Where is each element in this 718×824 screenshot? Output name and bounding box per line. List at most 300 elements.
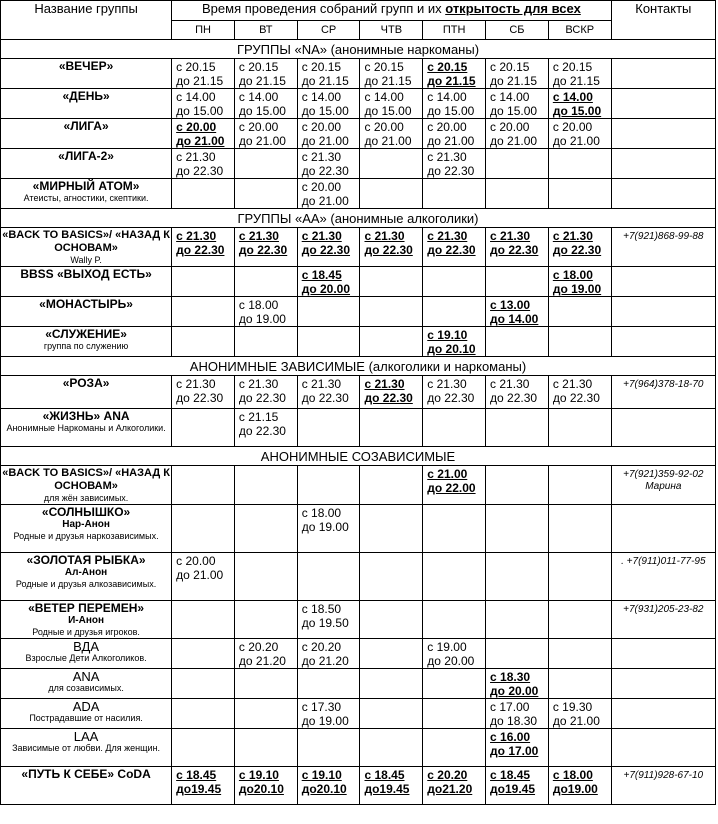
time-end: до21.20	[427, 782, 473, 796]
time-start: с 13.00	[490, 298, 531, 312]
time-end: до 19.00	[238, 312, 286, 326]
time-cell	[297, 149, 360, 179]
time-start: с 20.00	[176, 120, 217, 134]
time-cell	[548, 327, 611, 357]
time-cell	[423, 376, 486, 409]
contact-cell	[611, 179, 715, 209]
group-name: «ВЕЧЕР»	[58, 59, 114, 73]
time-cell	[234, 149, 297, 179]
time-end: до 19.00	[552, 282, 602, 296]
time-cell	[486, 466, 549, 505]
time-end: до 15.00	[176, 104, 224, 118]
time-cell	[234, 297, 297, 327]
time-start: с 21.30	[176, 229, 217, 243]
time-start: с 21.30	[427, 229, 468, 243]
time-start: с 19.10	[427, 328, 468, 342]
time-cell	[297, 409, 360, 447]
time-end: до20.10	[238, 782, 284, 796]
time-cell	[297, 767, 360, 805]
group-name: «BACK TO BASICS»/ «НАЗАД К ОСНОВАМ»	[2, 229, 170, 254]
time-end: до 19.50	[301, 616, 349, 630]
time-cell	[234, 59, 297, 89]
time-cell	[172, 376, 235, 409]
time-cell	[172, 767, 235, 805]
time-cell	[172, 59, 235, 89]
group-description: Родные и друзья игроков.	[32, 627, 140, 637]
time-cell	[423, 505, 486, 553]
time-cell	[360, 376, 423, 409]
time-cell	[360, 327, 423, 357]
contact-cell	[611, 466, 715, 505]
time-cell	[360, 179, 423, 209]
time-cell	[548, 601, 611, 639]
group-program: Ал-Анон	[64, 567, 108, 578]
group-name-cell	[1, 409, 172, 447]
group-name: «ДЕНЬ»	[62, 89, 110, 103]
time-end: до 20.00	[490, 684, 539, 698]
time-start: с 21.00	[427, 467, 468, 481]
time-start: с 18.45	[301, 268, 342, 282]
time-start: с 14.00	[552, 90, 593, 104]
time-cell	[423, 297, 486, 327]
time-end: до 21.00	[552, 134, 600, 148]
group-name-cell	[1, 553, 172, 601]
time-cell	[548, 59, 611, 89]
time-end: до 22.30	[238, 243, 288, 257]
time-cell	[297, 505, 360, 553]
time-cell	[360, 228, 423, 267]
time-start: с 21.30	[552, 377, 593, 391]
time-end: до 22.30	[238, 391, 286, 405]
time-start: с 21.30	[176, 377, 216, 391]
day-header: ВТ	[234, 21, 297, 40]
section-row	[1, 447, 716, 466]
time-cell	[548, 89, 611, 119]
time-start: с 21.30	[490, 377, 530, 391]
contact-cell	[611, 119, 715, 149]
time-cell	[297, 729, 360, 767]
time-end: до 21.00	[552, 714, 600, 728]
time-cell	[423, 767, 486, 805]
time-start: с 16.00	[490, 730, 531, 744]
time-cell	[423, 228, 486, 267]
time-cell	[486, 376, 549, 409]
time-end: до 22.30	[176, 164, 224, 178]
time-cell	[297, 601, 360, 639]
time-end: до 22.30	[490, 391, 538, 405]
time-cell	[172, 179, 235, 209]
time-end: до 20.00	[301, 282, 351, 296]
group-description: Пострадавшие от насилия.	[29, 713, 143, 723]
time-cell	[297, 699, 360, 729]
time-end: до 21.00	[301, 134, 349, 148]
time-start: с 18.00	[301, 506, 342, 520]
time-cell	[360, 601, 423, 639]
group-program: И-Анон	[68, 615, 105, 626]
time-end: до 21.15	[552, 74, 600, 88]
day-header: ЧТВ	[360, 21, 423, 40]
group-name: «ПУТЬ К СЕБЕ» CoDA	[21, 767, 151, 781]
contact-phone: +7(921)359-92-02 Марина	[623, 469, 704, 492]
time-cell	[172, 409, 235, 447]
time-end: до 17.00	[490, 744, 539, 758]
time-start: с 20.15	[238, 60, 279, 74]
time-cell	[423, 699, 486, 729]
time-cell	[234, 228, 297, 267]
day-header: ВСКР	[548, 21, 611, 40]
time-start: с 20.00	[301, 120, 342, 134]
time-end: до 20.10	[427, 342, 476, 356]
time-cell	[172, 601, 235, 639]
time-cell	[297, 119, 360, 149]
time-cell	[172, 297, 235, 327]
group-program: Нар-Анон	[62, 519, 110, 530]
time-cell	[297, 267, 360, 297]
time-end: до 21.20	[238, 654, 286, 668]
contact-cell	[611, 601, 715, 639]
time-end: до 22.30	[490, 243, 539, 257]
time-start: с 21.30	[490, 229, 531, 243]
time-cell	[172, 327, 235, 357]
time-start: с 14.00	[301, 90, 342, 104]
time-end: до 21.15	[364, 74, 412, 88]
contact-cell	[611, 376, 715, 409]
group-row	[1, 699, 716, 729]
time-cell	[297, 553, 360, 601]
time-end: до 15.00	[364, 104, 412, 118]
time-cell	[234, 729, 297, 767]
time-start: с 21.30	[301, 150, 342, 164]
time-end: до19.45	[364, 782, 410, 796]
time-cell	[486, 327, 549, 357]
group-name-cell	[1, 327, 172, 357]
group-name: «МОНАСТЫРЬ»	[39, 297, 133, 311]
time-start: с 18.45	[364, 768, 405, 782]
time-cell	[360, 639, 423, 669]
contact-cell	[611, 729, 715, 767]
group-name-cell	[1, 639, 172, 669]
contact-phone: +7(921)868-99-88	[623, 231, 704, 242]
time-cell	[548, 729, 611, 767]
time-cell	[423, 327, 486, 357]
time-cell	[172, 267, 235, 297]
time-start: с 20.15	[552, 60, 593, 74]
time-cell	[360, 767, 423, 805]
time-cell	[172, 505, 235, 553]
time-cell	[234, 267, 297, 297]
group-name-cell	[1, 59, 172, 89]
time-cell	[486, 639, 549, 669]
time-start: с 20.00	[490, 120, 530, 134]
time-cell	[548, 267, 611, 297]
group-name: «СОЛНЫШКО»	[41, 505, 131, 519]
time-cell	[423, 466, 486, 505]
time-cell	[360, 505, 423, 553]
time-end: до 14.00	[490, 312, 539, 326]
time-cell	[486, 297, 549, 327]
time-start: с 14.00	[427, 90, 467, 104]
time-end: до19.45	[490, 782, 536, 796]
group-row	[1, 466, 716, 505]
time-cell	[548, 505, 611, 553]
group-name-cell	[1, 729, 172, 767]
time-start: с 20.20	[238, 640, 279, 654]
time-cell	[297, 327, 360, 357]
contact-cell	[611, 505, 715, 553]
group-row	[1, 228, 716, 267]
time-cell	[297, 228, 360, 267]
group-row	[1, 553, 716, 601]
group-name: «ВЕТЕР ПЕРЕМЕН»	[28, 601, 145, 615]
group-description: Родные и друзья алкозависимых.	[15, 579, 157, 589]
time-start: с 21.15	[238, 410, 279, 424]
group-name-cell	[1, 89, 172, 119]
time-cell	[234, 669, 297, 699]
time-end: до 15.00	[427, 104, 475, 118]
time-end: до 21.00	[427, 134, 475, 148]
time-start: с 20.00	[427, 120, 467, 134]
group-row	[1, 89, 716, 119]
time-cell	[234, 119, 297, 149]
group-name-cell	[1, 149, 172, 179]
contact-cell	[611, 767, 715, 805]
section-title: АНОНИМНЫЕ ЗАВИСИМЫЕ (алкоголики и наркоманы)	[1, 357, 716, 376]
time-end: до19.00	[552, 782, 598, 796]
time-cell	[297, 669, 360, 699]
time-start: с 21.30	[427, 377, 467, 391]
time-start: с 21.30	[552, 229, 593, 243]
time-start: с 18.45	[176, 768, 217, 782]
time-start: с 18.00	[552, 768, 593, 782]
section-row	[1, 40, 716, 59]
group-name: «ЛИГА»	[63, 119, 109, 133]
time-start: с 21.30	[364, 377, 405, 391]
time-cell	[172, 639, 235, 669]
group-name: «ЛИГА-2»	[58, 149, 114, 163]
time-cell	[548, 179, 611, 209]
meeting-time-header: Время проведения собраний групп и их открытость для всех	[172, 1, 612, 21]
time-cell	[486, 699, 549, 729]
time-cell	[548, 149, 611, 179]
group-description: группа по служению	[43, 341, 129, 351]
time-end: до 21.00	[364, 134, 412, 148]
group-name: «СЛУЖЕНИЕ»	[45, 327, 127, 341]
time-start: с 14.00	[490, 90, 530, 104]
group-name: ANA	[72, 669, 100, 684]
group-name-cell	[1, 505, 172, 553]
contact-phone: +7(911)928-67-10	[623, 770, 704, 781]
time-cell	[423, 267, 486, 297]
time-cell	[423, 601, 486, 639]
time-cell	[234, 505, 297, 553]
time-start: с 21.30	[427, 150, 467, 164]
time-cell	[297, 376, 360, 409]
group-name: ADA	[72, 699, 100, 714]
time-cell	[234, 409, 297, 447]
time-cell	[172, 149, 235, 179]
time-cell	[423, 639, 486, 669]
time-cell	[172, 553, 235, 601]
time-end: до 15.00	[552, 104, 602, 118]
time-cell	[548, 376, 611, 409]
group-name-cell	[1, 228, 172, 267]
group-row	[1, 767, 716, 805]
group-name-cell	[1, 699, 172, 729]
group-name: LAA	[73, 729, 99, 744]
time-cell	[234, 327, 297, 357]
time-cell	[360, 466, 423, 505]
time-end: до 22.30	[301, 164, 349, 178]
group-description: Анонимные Наркоманы и Алкоголики.	[6, 423, 166, 433]
time-end: до 22.30	[552, 391, 600, 405]
time-end: до 22.30	[427, 243, 476, 257]
time-start: с 18.00	[238, 298, 279, 312]
time-end: до 15.00	[490, 104, 538, 118]
time-start: с 14.00	[364, 90, 404, 104]
time-start: с 21.30	[301, 377, 342, 391]
time-end: до 22.30	[552, 243, 602, 257]
group-row	[1, 505, 716, 553]
section-title: ГРУППЫ «АА» (анонимные алкоголики)	[1, 209, 716, 228]
time-cell	[486, 119, 549, 149]
time-end: до 15.00	[238, 104, 286, 118]
time-cell	[486, 89, 549, 119]
time-cell	[360, 59, 423, 89]
time-cell	[548, 297, 611, 327]
group-description: Зависимые от любви. Для женщин.	[12, 743, 161, 753]
time-end: до20.10	[301, 782, 347, 796]
group-name-cell	[1, 376, 172, 409]
time-cell	[486, 601, 549, 639]
time-end: до19.45	[176, 782, 222, 796]
time-end: до 18.30	[490, 714, 538, 728]
contact-phone: . +7(911)011-77-95	[621, 556, 706, 567]
group-description: Родные и друзья наркозависимых.	[13, 531, 159, 541]
time-start: с 20.00	[301, 180, 342, 194]
time-start: с 18.45	[490, 768, 531, 782]
schedule-body	[1, 40, 716, 805]
time-start: с 14.00	[238, 90, 279, 104]
group-description: Атеисты, агностики, скептики.	[23, 193, 149, 203]
group-row	[1, 149, 716, 179]
time-start: с 20.15	[427, 60, 468, 74]
time-cell	[360, 409, 423, 447]
time-cell	[172, 228, 235, 267]
time-end: до 21.00	[176, 134, 225, 148]
group-row	[1, 267, 716, 297]
contact-cell	[611, 89, 715, 119]
day-header: СБ	[486, 21, 549, 40]
time-cell	[548, 699, 611, 729]
time-cell	[360, 297, 423, 327]
time-cell	[360, 729, 423, 767]
time-cell	[423, 89, 486, 119]
contact-cell	[611, 59, 715, 89]
time-cell	[172, 89, 235, 119]
time-cell	[486, 553, 549, 601]
group-name-cell	[1, 267, 172, 297]
time-cell	[360, 149, 423, 179]
contact-cell	[611, 327, 715, 357]
contact-cell	[611, 669, 715, 699]
time-start: с 21.30	[176, 150, 216, 164]
time-start: с 20.00	[552, 120, 593, 134]
group-description: для созависимых.	[48, 683, 124, 693]
time-end: до 19.00	[301, 714, 349, 728]
time-cell	[360, 699, 423, 729]
time-cell	[548, 669, 611, 699]
time-start: с 14.00	[176, 90, 216, 104]
group-name: ВДА	[73, 639, 99, 654]
time-cell	[423, 179, 486, 209]
time-cell	[172, 466, 235, 505]
time-cell	[234, 639, 297, 669]
time-cell	[172, 669, 235, 699]
time-start: с 19.00	[427, 640, 467, 654]
time-start: с 21.30	[364, 229, 405, 243]
time-cell	[423, 149, 486, 179]
time-cell	[423, 729, 486, 767]
day-header: ПН	[172, 21, 235, 40]
time-start: с 19.10	[238, 768, 279, 782]
time-cell	[297, 466, 360, 505]
time-cell	[548, 119, 611, 149]
contact-cell	[611, 699, 715, 729]
group-name-cell	[1, 669, 172, 699]
time-start: с 17.00	[490, 700, 530, 714]
contact-cell	[611, 553, 715, 601]
time-cell	[423, 553, 486, 601]
time-end: до 21.00	[301, 194, 349, 208]
group-row	[1, 297, 716, 327]
time-cell	[234, 767, 297, 805]
time-cell	[548, 409, 611, 447]
time-start: с 19.30	[552, 700, 593, 714]
time-end: до 22.30	[301, 243, 351, 257]
time-cell	[486, 179, 549, 209]
time-start: с 18.30	[490, 670, 531, 684]
time-cell	[360, 89, 423, 119]
time-cell	[360, 669, 423, 699]
group-name-header: Название группы	[1, 1, 172, 40]
time-cell	[297, 297, 360, 327]
contact-cell	[611, 639, 715, 669]
time-cell	[423, 409, 486, 447]
time-start: с 17.30	[301, 700, 342, 714]
time-start: с 20.15	[490, 60, 530, 74]
group-row	[1, 601, 716, 639]
time-start: с 20.15	[176, 60, 216, 74]
group-name-cell	[1, 119, 172, 149]
time-cell	[423, 669, 486, 699]
time-end: до 22.30	[301, 391, 349, 405]
time-cell	[548, 466, 611, 505]
group-row	[1, 179, 716, 209]
time-start: с 20.15	[364, 60, 404, 74]
time-cell	[486, 767, 549, 805]
time-cell	[360, 267, 423, 297]
time-cell	[360, 119, 423, 149]
group-row	[1, 409, 716, 447]
time-start: с 19.10	[301, 768, 342, 782]
time-start: с 20.15	[301, 60, 342, 74]
time-cell	[360, 553, 423, 601]
time-end: до 21.20	[301, 654, 349, 668]
time-start: с 21.30	[301, 229, 342, 243]
contact-phone: +7(964)378-18-70	[623, 379, 704, 390]
time-cell	[486, 669, 549, 699]
section-row	[1, 209, 716, 228]
